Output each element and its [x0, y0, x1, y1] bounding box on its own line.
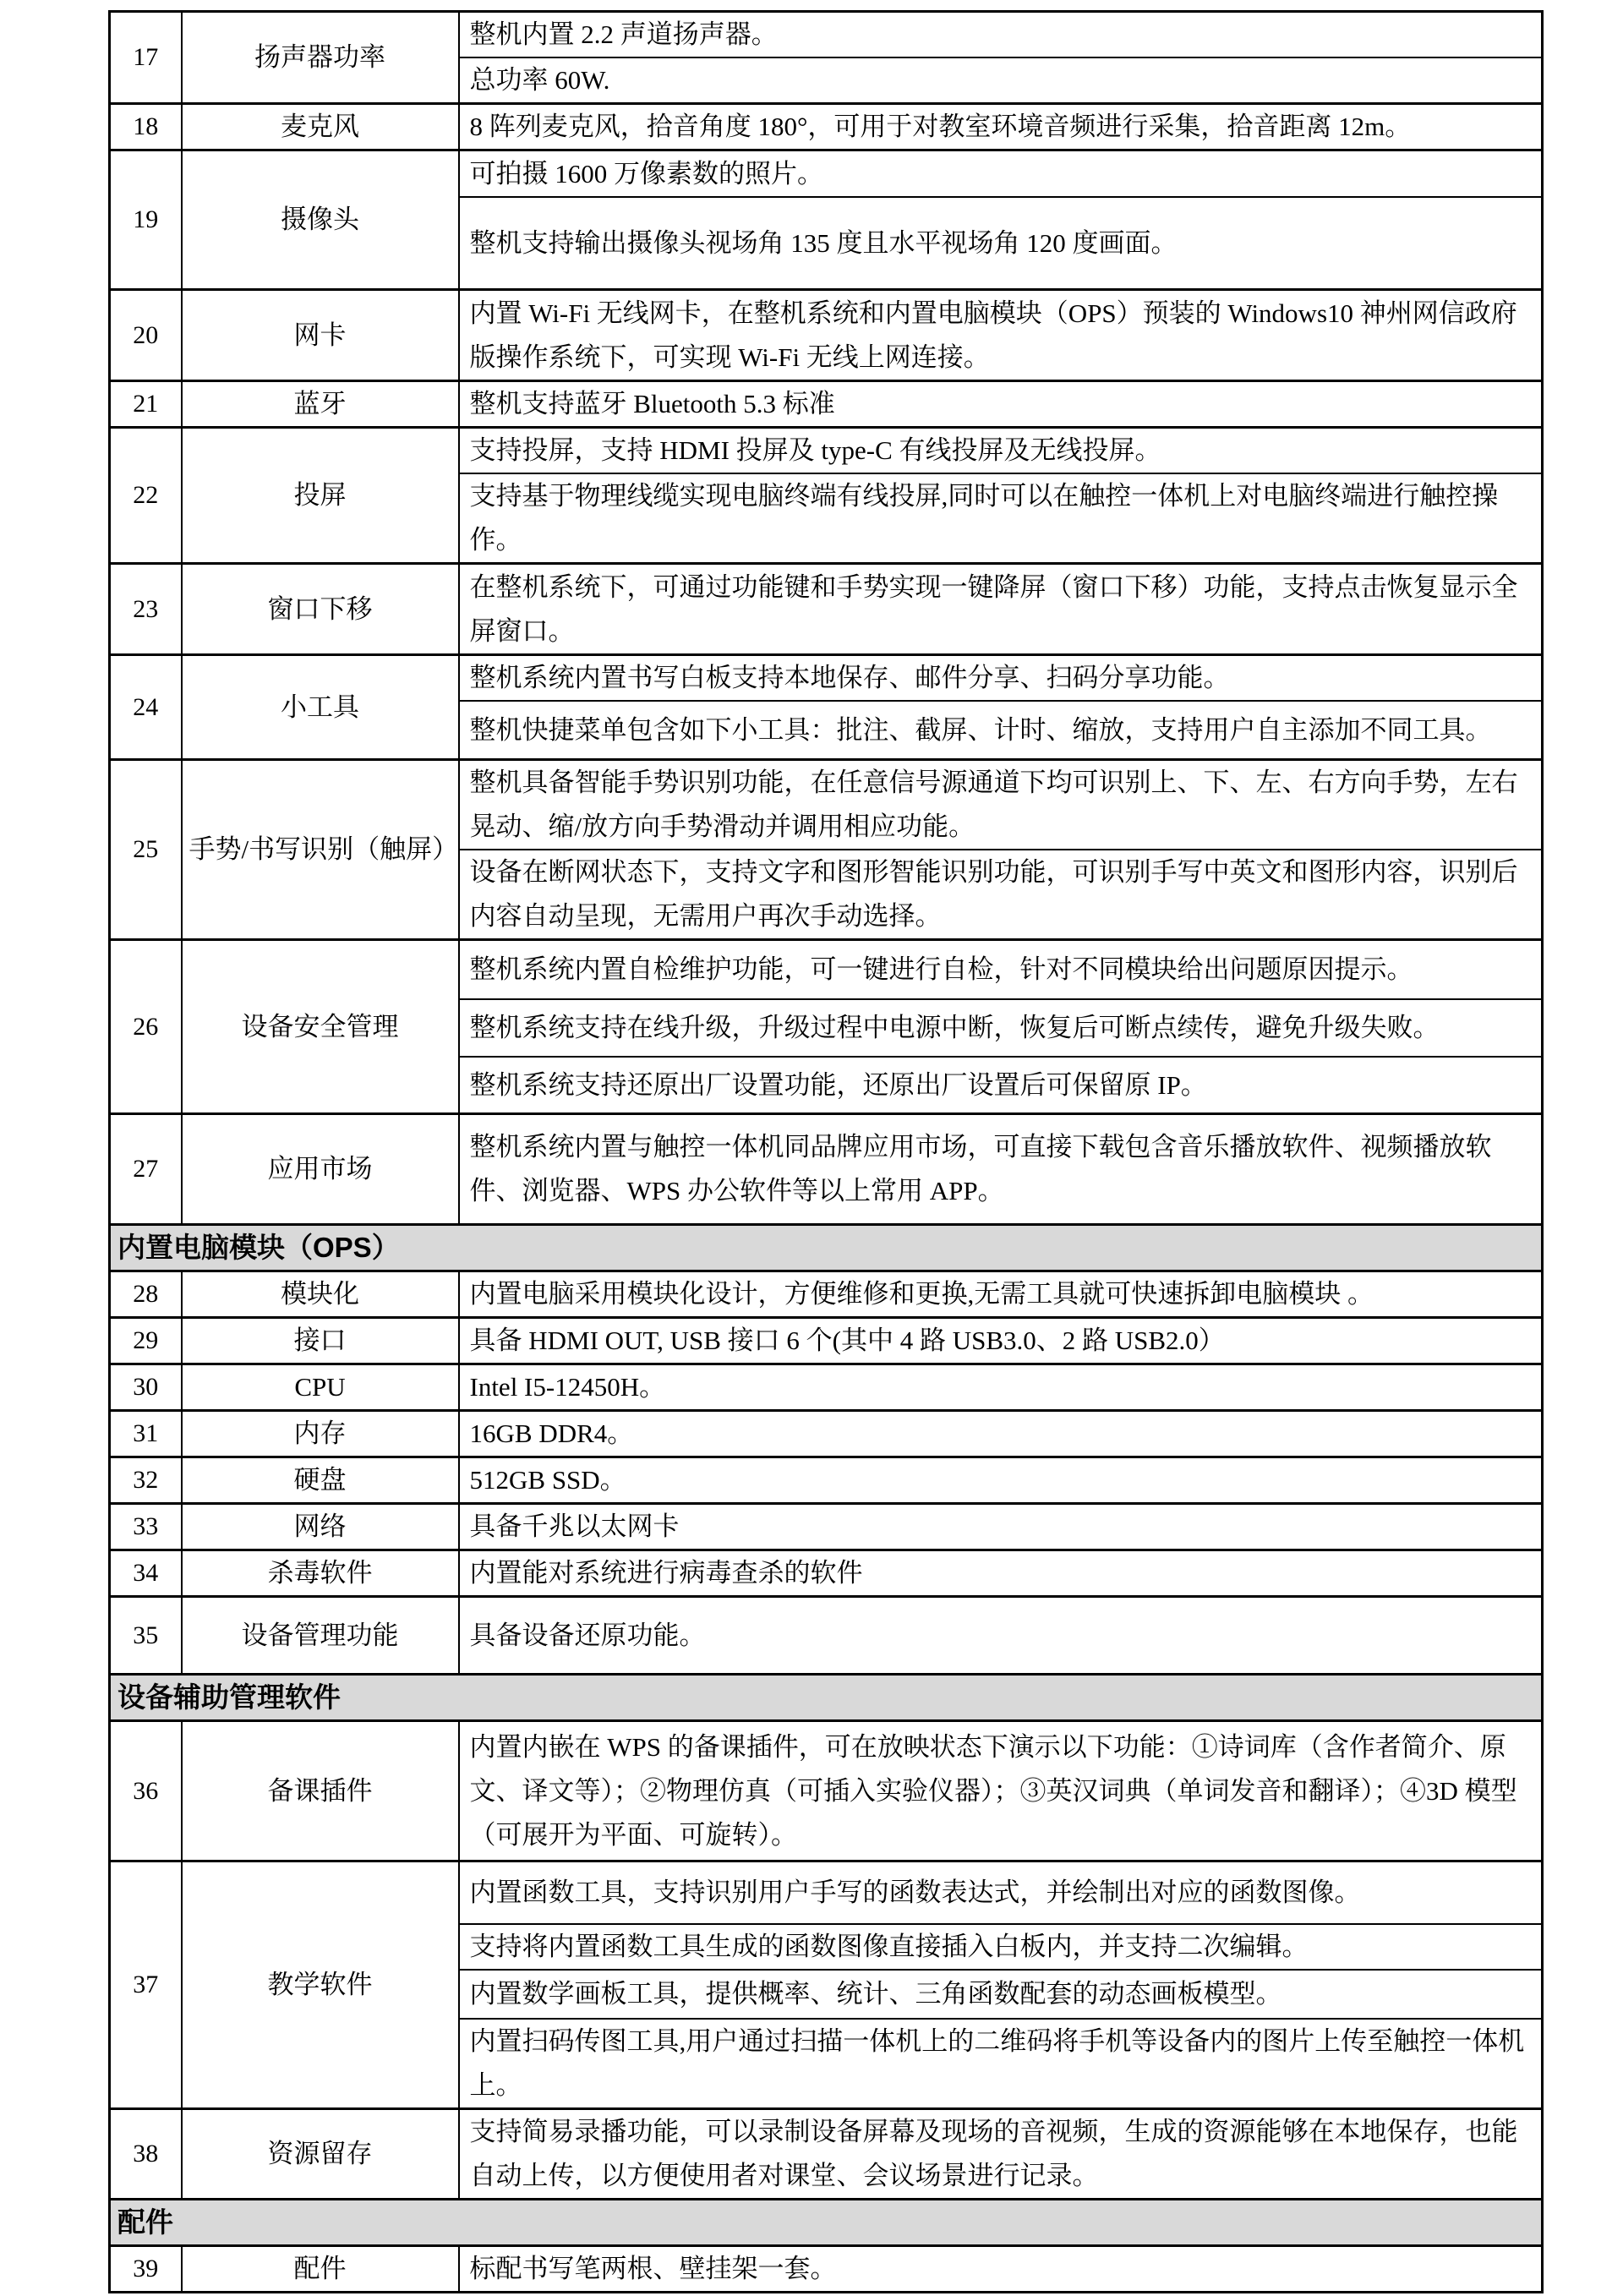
spec-cell: 在整机系统下，可通过功能键和手势实现一键降屏（窗口下移）功能，支持点击恢复显示全屏窗口。 — [459, 564, 1543, 655]
spec-cell: 整机快捷菜单包含如下小工具：批注、截屏、计时、缩放，支持用户自主添加不同工具。 — [459, 701, 1543, 760]
table-row — [110, 1411, 1543, 1457]
section-header-label: 配件 — [110, 2200, 1543, 2246]
item-name-cell: 麦克风 — [182, 104, 459, 150]
spec-cell: 16GB DDR4。 — [459, 1411, 1543, 1457]
table-row — [110, 1861, 1543, 1925]
row-number-cell: 19 — [110, 150, 182, 290]
table-row — [110, 1271, 1543, 1318]
table-row — [110, 1364, 1543, 1411]
section-header-row — [110, 2200, 1543, 2246]
spec-cell: 标配书写笔两根、壁挂架一套。 — [459, 2246, 1543, 2293]
spec-cell: 内置扫码传图工具,用户通过扫描一体机上的二维码将手机等设备内的图片上传至触控一体机上。 — [459, 2019, 1543, 2109]
row-number-cell: 22 — [110, 428, 182, 564]
table-row — [110, 760, 1543, 850]
spec-cell: 内置能对系统进行病毒查杀的软件 — [459, 1550, 1543, 1597]
spec-cell: 支持将内置函数工具生成的函数图像直接插入白板内，并支持二次编辑。 — [459, 1924, 1543, 1970]
spec-table — [108, 10, 1544, 2293]
row-number-cell: 27 — [110, 1114, 182, 1225]
spec-cell: 整机支持输出摄像头视场角 135 度且水平视场角 120 度画面。 — [459, 197, 1543, 290]
spec-cell: 内置电脑采用模块化设计，方便维修和更换,无需工具就可快速拆卸电脑模块 。 — [459, 1271, 1543, 1318]
table-row — [110, 2246, 1543, 2293]
spec-cell: 整机支持蓝牙 Bluetooth 5.3 标准 — [459, 381, 1543, 428]
row-number-cell: 31 — [110, 1411, 182, 1457]
spec-cell: 整机系统支持在线升级，升级过程中电源中断，恢复后可断点续传，避免升级失败。 — [459, 999, 1543, 1057]
item-name-cell: 杀毒软件 — [182, 1550, 459, 1597]
table-row — [110, 290, 1543, 381]
spec-cell: 整机内置 2.2 声道扬声器。 — [459, 12, 1543, 58]
item-name-cell: 内存 — [182, 1411, 459, 1457]
row-number-cell: 37 — [110, 1861, 182, 2109]
table-row — [110, 1504, 1543, 1550]
item-name-cell: 小工具 — [182, 655, 459, 760]
item-name-cell: 硬盘 — [182, 1457, 459, 1504]
spec-cell: 内置函数工具，支持识别用户手写的函数表达式，并绘制出对应的函数图像。 — [459, 1861, 1543, 1925]
item-name-cell: 模块化 — [182, 1271, 459, 1318]
row-number-cell: 29 — [110, 1318, 182, 1364]
table-row — [110, 1318, 1543, 1364]
spec-cell: 具备设备还原功能。 — [459, 1597, 1543, 1675]
section-header-row — [110, 1225, 1543, 1271]
row-number-cell: 20 — [110, 290, 182, 381]
item-name-cell: 资源留存 — [182, 2109, 459, 2200]
spec-cell: 支持投屏，支持 HDMI 投屏及 type-C 有线投屏及无线投屏。 — [459, 428, 1543, 474]
item-name-cell: CPU — [182, 1364, 459, 1411]
row-number-cell: 25 — [110, 760, 182, 940]
spec-cell: 整机系统内置与触控一体机同品牌应用市场，可直接下载包含音乐播放软件、视频播放软件、浏览器、WPS 办公软件等以上常用 APP。 — [459, 1114, 1543, 1225]
spec-cell: 支持基于物理线缆实现电脑终端有线投屏,同时可以在触控一体机上对电脑终端进行触控操作。 — [459, 473, 1543, 564]
table-row — [110, 1550, 1543, 1597]
table-row — [110, 1457, 1543, 1504]
item-name-cell: 窗口下移 — [182, 564, 459, 655]
row-number-cell: 30 — [110, 1364, 182, 1411]
section-header-label: 设备辅助管理软件 — [110, 1675, 1543, 1721]
table-row — [110, 564, 1543, 655]
spec-cell: 整机具备智能手势识别功能，在任意信号源通道下均可识别上、下、左、右方向手势，左右晃动、缩/放方向手势滑动并调用相应功能。 — [459, 760, 1543, 850]
section-header-label: 内置电脑模块（OPS） — [110, 1225, 1543, 1271]
table-row — [110, 940, 1543, 1000]
spec-cell: 总功率 60W. — [459, 57, 1543, 104]
spec-cell: Intel I5-12450H。 — [459, 1364, 1543, 1411]
row-number-cell: 38 — [110, 2109, 182, 2200]
item-name-cell: 备课插件 — [182, 1721, 459, 1861]
spec-cell: 内置数学画板工具，提供概率、统计、三角函数配套的动态画板模型。 — [459, 1970, 1543, 2019]
item-name-cell: 设备管理功能 — [182, 1597, 459, 1675]
row-number-cell: 17 — [110, 12, 182, 104]
spec-cell: 可拍摄 1600 万像素数的照片。 — [459, 150, 1543, 198]
table-row — [110, 1597, 1543, 1675]
item-name-cell: 网卡 — [182, 290, 459, 381]
row-number-cell: 33 — [110, 1504, 182, 1550]
spec-cell: 具备千兆以太网卡 — [459, 1504, 1543, 1550]
row-number-cell: 21 — [110, 381, 182, 428]
table-row — [110, 428, 1543, 474]
row-number-cell: 35 — [110, 1597, 182, 1675]
section-header-row — [110, 1675, 1543, 1721]
table-row — [110, 1114, 1543, 1225]
row-number-cell: 36 — [110, 1721, 182, 1861]
spec-cell: 设备在断网状态下，支持文字和图形智能识别功能，可识别手写中英文和图形内容，识别后内容自动呈现，无需用户再次手动选择。 — [459, 850, 1543, 940]
item-name-cell: 摄像头 — [182, 150, 459, 290]
row-number-cell: 18 — [110, 104, 182, 150]
spec-cell: 整机系统内置自检维护功能，可一键进行自检，针对不同模块给出问题原因提示。 — [459, 940, 1543, 1000]
spec-cell: 512GB SSD。 — [459, 1457, 1543, 1504]
spec-cell: 8 阵列麦克风，拾音角度 180°，可用于对教室环境音频进行采集，拾音距离 12m。 — [459, 104, 1543, 150]
table-row — [110, 12, 1543, 58]
item-name-cell: 应用市场 — [182, 1114, 459, 1225]
row-number-cell: 24 — [110, 655, 182, 760]
spec-cell: 内置 Wi-Fi 无线网卡，在整机系统和内置电脑模块（OPS）预装的 Windows10 神州网信政府版操作系统下，可实现 Wi-Fi 无线上网连接。 — [459, 290, 1543, 381]
item-name-cell: 设备安全管理 — [182, 940, 459, 1114]
table-row — [110, 150, 1543, 198]
spec-cell: 支持简易录播功能，可以录制设备屏幕及现场的音视频，生成的资源能够在本地保存，也能自动上传，以方便使用者对课堂、会议场景进行记录。 — [459, 2109, 1543, 2200]
spec-cell: 整机系统内置书写白板支持本地保存、邮件分享、扫码分享功能。 — [459, 655, 1543, 702]
item-name-cell: 手势/书写识别（触屏） — [182, 760, 459, 940]
item-name-cell: 网络 — [182, 1504, 459, 1550]
row-number-cell: 32 — [110, 1457, 182, 1504]
row-number-cell: 23 — [110, 564, 182, 655]
item-name-cell: 接口 — [182, 1318, 459, 1364]
table-row — [110, 1721, 1543, 1861]
row-number-cell: 26 — [110, 940, 182, 1114]
spec-cell: 内置内嵌在 WPS 的备课插件，可在放映状态下演示以下功能：①诗词库（含作者简介、原文、译文等）；②物理仿真（可插入实验仪器）；③英汉词典（单词发音和翻译）；④3D 模型（可展开为平面、可旋转）。 — [459, 1721, 1543, 1861]
spec-cell: 整机系统支持还原出厂设置功能，还原出厂设置后可保留原 IP。 — [459, 1057, 1543, 1114]
table-row — [110, 381, 1543, 428]
item-name-cell: 蓝牙 — [182, 381, 459, 428]
table-row — [110, 2109, 1543, 2200]
row-number-cell: 34 — [110, 1550, 182, 1597]
item-name-cell: 投屏 — [182, 428, 459, 564]
row-number-cell: 28 — [110, 1271, 182, 1318]
row-number-cell: 39 — [110, 2246, 182, 2293]
table-row — [110, 104, 1543, 150]
item-name-cell: 扬声器功率 — [182, 12, 459, 104]
item-name-cell: 配件 — [182, 2246, 459, 2293]
spec-cell: 具备 HDMI OUT, USB 接口 6 个(其中 4 路 USB3.0、2 路 USB2.0） — [459, 1318, 1543, 1364]
table-row — [110, 655, 1543, 702]
item-name-cell: 教学软件 — [182, 1861, 459, 2109]
